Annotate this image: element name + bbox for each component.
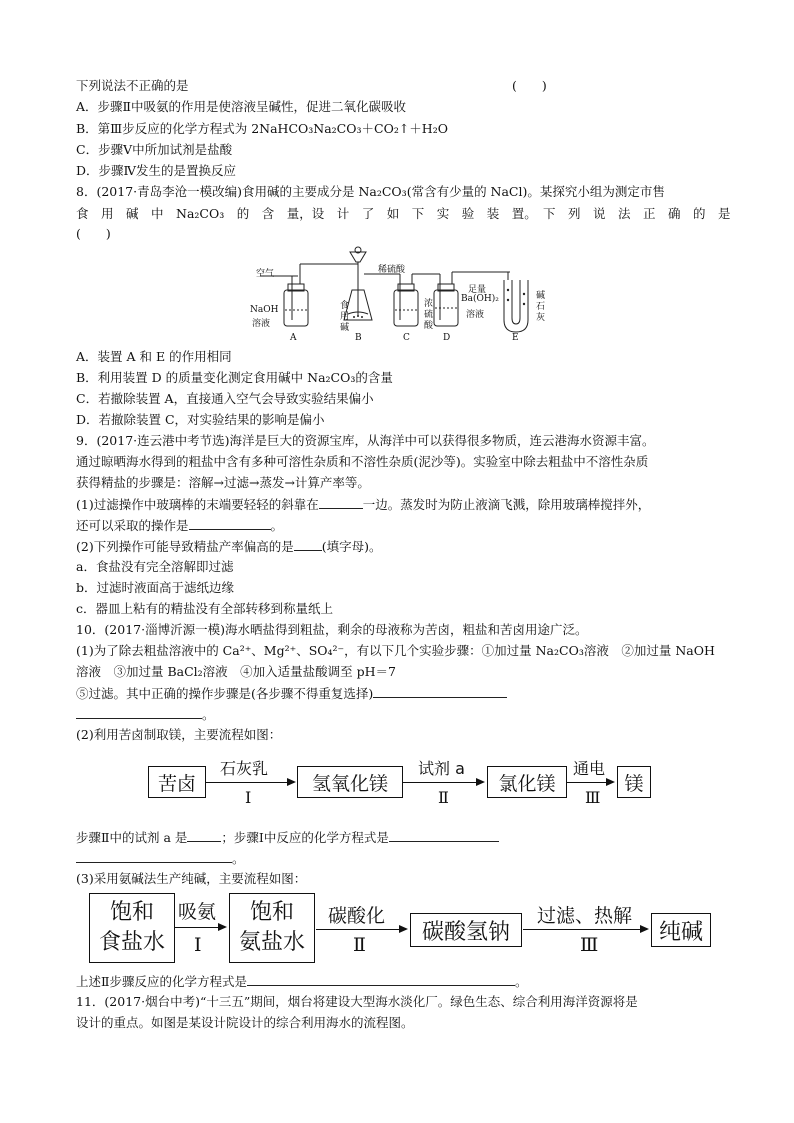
flow-box-brine-line1: 饱和 xyxy=(109,900,154,925)
q10-stem: 10．(2017·淄博沂源一模)海水晒盐得到粗盐，剩余的母液称为苦卤，粗盐和苦卤用途广泛。 xyxy=(76,622,588,637)
label-ba3: 溶液 xyxy=(466,310,485,320)
flow-step-filter-heat: 过滤、热解 xyxy=(537,905,633,927)
flow-box-ammonia-brine-line2: 氨盐水 xyxy=(238,930,305,955)
flow-box-bittern: 苦卤 xyxy=(148,766,206,798)
flow2-step-2: Ⅱ xyxy=(353,934,366,956)
flow-box-mg-hydroxide: 氢氧化镁 xyxy=(297,766,403,798)
q10-part2-answer: 步骤Ⅱ中的试剂 a 是 ；步骤Ⅰ中反应的化学方程式是 xyxy=(76,829,499,846)
answer-blank[interactable] xyxy=(187,829,221,842)
flow-box-mg-chloride: 氯化镁 xyxy=(487,766,567,798)
label-naoh-solution: 溶液 xyxy=(252,319,271,329)
label-soda3: 碱 xyxy=(340,323,350,333)
answer-blank[interactable] xyxy=(373,685,507,698)
q9-part1-line1: (1)过滤操作中玻璃棒的末端要轻轻的斜靠在 一边。蒸发时为防止液滴飞溅，除用玻璃棒搅拌外， xyxy=(76,497,651,512)
q8-stem-line2: 食 用 碱 中 Na₂CO₃ 的 含 量，设 计 了 如 下 实 验 装 置。 下 列 说 法 正 确 的 是 xyxy=(76,206,731,221)
label-conc1: 浓 xyxy=(424,299,434,309)
label-lime3: 灰 xyxy=(536,313,546,323)
flow-step-carbonation: 碳酸化 xyxy=(328,905,386,927)
q10-part2: (2)利用苦卤制取镁，主要流程如图： xyxy=(76,727,282,742)
answer-blank[interactable] xyxy=(189,517,271,530)
flow-box-brine xyxy=(89,893,175,963)
intro-question: 下列说法不正确的是 xyxy=(76,78,189,93)
q9-opt-a: a．食盐没有完全溶解即过滤 xyxy=(76,559,234,574)
q10-part1-line3: ⑤过滤。其中正确的操作步骤是(各步骤不得重复选择) xyxy=(76,685,507,702)
answer-blank[interactable] xyxy=(76,850,232,863)
label-lime2: 石 xyxy=(536,302,546,312)
flow2-step-3: Ⅲ xyxy=(580,934,599,956)
q9-part1-line2: 还可以采取的操作是 。 xyxy=(76,518,284,533)
answer-paren: ( ) xyxy=(512,78,547,93)
flow-box-bicarbonate: 碳酸氢钠 xyxy=(410,913,522,947)
q10-part2-answer-cont: 。 xyxy=(76,850,245,867)
q8-option-a: A．装置 A 和 E 的作用相同 xyxy=(76,349,232,364)
flow2-step-1: Ⅰ xyxy=(194,934,202,956)
option-d: D．步骤Ⅳ发生的是置换反应 xyxy=(76,163,237,178)
answer-blank[interactable] xyxy=(247,973,515,986)
q8-stem-line1: 8．(2017·青岛李沧一模改编)食用碱的主要成分是 Na₂CO₃(常含有少量的 NaCl)。某探究小组为测定市售 xyxy=(76,184,665,199)
q8-paren: ( ) xyxy=(76,226,111,241)
flow-box-brine-line2: 食盐水 xyxy=(98,930,165,955)
q10-part1-line4: 。 xyxy=(76,706,215,723)
flow-box-soda-ash: 纯碱 xyxy=(651,913,711,947)
answer-blank[interactable] xyxy=(319,496,363,509)
label-ba2: Ba(OH)₂ xyxy=(461,294,499,304)
q10-part3: (3)采用氨碱法生产纯碱，主要流程如图： xyxy=(76,871,307,886)
q8-option-c: C．若撤除装置 A，直接通入空气会导致实验结果偏小 xyxy=(76,391,374,406)
flow-box-ammonia-brine-line1: 饱和 xyxy=(249,900,294,925)
flow-step-ammonia: 吸氨 xyxy=(178,901,217,923)
option-b: B．第Ⅲ步反应的化学方程式为 2NaHCO₃Na₂CO₃＋CO₂↑＋H₂O xyxy=(76,121,448,136)
label-lime1: 碱 xyxy=(536,291,546,301)
option-a: A．步骤Ⅱ中吸氨的作用是使溶液呈碱性，促进二氧化碳吸收 xyxy=(76,99,407,114)
flow-step-2: Ⅱ xyxy=(438,788,449,807)
label-D: D xyxy=(443,333,451,343)
label-soda1: 食 xyxy=(340,301,350,311)
q9-opt-c: c．器皿上粘有的精盐没有全部转移到称量纸上 xyxy=(76,601,334,616)
label-B: B xyxy=(355,333,362,343)
flow-step-1: Ⅰ xyxy=(245,788,252,807)
label-A: A xyxy=(290,333,297,343)
flow-step-3: Ⅲ xyxy=(585,788,601,807)
label-air: 空气 xyxy=(256,269,275,279)
q10-part3-answer: 上述Ⅱ步骤反应的化学方程式是 。 xyxy=(76,974,528,989)
answer-blank[interactable] xyxy=(294,538,322,551)
q9-stem-line3: 获得精盐的步骤是：溶解→过滤→蒸发→计算产率等。 xyxy=(76,475,370,490)
label-conc3: 酸 xyxy=(424,321,434,331)
label-conc2: 硫 xyxy=(424,310,434,320)
answer-blank[interactable] xyxy=(76,706,202,719)
q9-stem-line2: 通过晾晒海水得到的粗盐中含有多种可溶性杂质和不溶性杂质(泥沙等)。实验室中除去粗盐中不溶性杂质 xyxy=(76,454,649,469)
flow-arrow xyxy=(403,782,483,783)
q11-stem-line1: 11．(2017·烟台中考)“十三五”期间，烟台将建设大型海水淡化厂。绿色生态、综合利用海洋资源将是 xyxy=(76,994,638,1009)
q9-part2: (2)下列操作可能导致精盐产率偏高的是 (填字母)。 xyxy=(76,539,382,554)
q10-part1-line1: (1)为了除去粗盐溶液中的 Ca²⁺、Mg²⁺、SO₄²⁻，有以下几个实验步骤：①加过量 Na₂CO₃溶液 ②加过量 NaOH xyxy=(76,643,715,658)
q11-stem-line2: 设计的重点。如图是某设计院设计的综合利用海水的流程图。 xyxy=(76,1015,414,1030)
answer-blank[interactable] xyxy=(389,829,499,842)
flow-box-ammonia-brine xyxy=(229,893,315,963)
flow-reagent-a: 试剂 a xyxy=(418,759,465,778)
label-dilute-acid: 稀硫酸 xyxy=(378,265,406,275)
label-ba1: 足量 xyxy=(468,285,487,295)
q8-option-d: D．若撤除装置 C，对实验结果的影响是偏小 xyxy=(76,412,325,427)
flow-arrow xyxy=(316,929,406,930)
flow-arrow xyxy=(523,929,647,930)
option-c: C．步骤Ⅴ中所加试剂是盐酸 xyxy=(76,142,233,157)
q10-part1-line2: 溶液 ③加过量 BaCl₂溶液 ④加入适量盐酸调至 pH＝7 xyxy=(76,664,397,679)
label-C: C xyxy=(403,333,410,343)
flow-arrow xyxy=(206,782,294,783)
flow-reagent-lime: 石灰乳 xyxy=(220,759,269,778)
apparatus-diagram xyxy=(240,244,560,344)
q9-opt-b: b．过滤时液面高于滤纸边缘 xyxy=(76,580,235,595)
label-E: E xyxy=(512,333,519,343)
q9-stem-line1: 9．(2017·连云港中考节选)海洋是巨大的资源宝库，从海洋中可以获得很多物质，连云港海水资源丰富。 xyxy=(76,433,655,448)
label-soda2: 用 xyxy=(340,312,350,322)
flow-box-magnesium: 镁 xyxy=(617,766,651,798)
q8-option-b: B．利用装置 D 的质量变化测定食用碱中 Na₂CO₃的含量 xyxy=(76,370,393,385)
label-naoh: NaOH xyxy=(250,305,279,315)
flow-electrolysis: 通电 xyxy=(573,759,606,778)
flow-arrow xyxy=(175,927,225,928)
flow-arrow xyxy=(567,782,613,783)
